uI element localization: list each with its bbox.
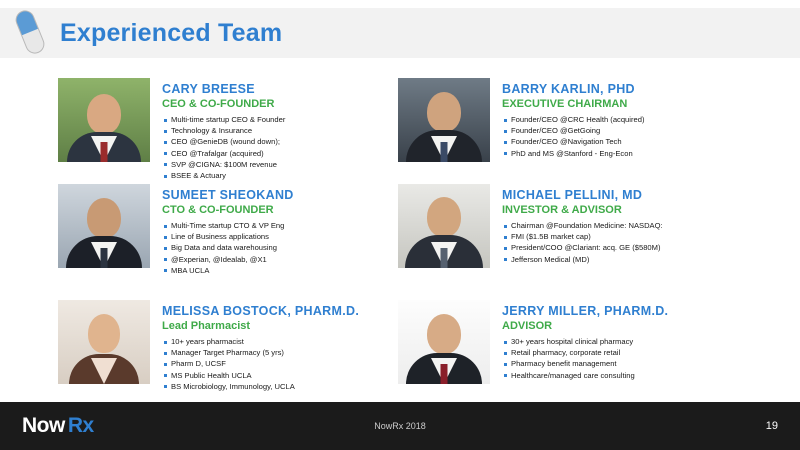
pill-capsule-icon bbox=[10, 4, 50, 60]
list-item: FMI ($1.5B market cap) bbox=[502, 231, 663, 242]
list-item: Jefferson Medical (MD) bbox=[502, 254, 663, 265]
member-name: CARY BREESE bbox=[162, 82, 255, 96]
avatar bbox=[398, 300, 490, 384]
brand-logo-rx: Rx bbox=[67, 414, 94, 437]
member-info bbox=[162, 300, 359, 392]
team-member-card bbox=[398, 300, 758, 384]
list-item: MBA UCLA bbox=[162, 265, 294, 276]
member-bullets bbox=[162, 114, 285, 181]
list-item: Big Data and data warehousing bbox=[162, 242, 294, 253]
list-item: Multi-Time startup CTO & VP Eng bbox=[162, 220, 294, 231]
list-item: Technology & Insurance bbox=[162, 125, 285, 136]
list-item: 30+ years hospital clinical pharmacy bbox=[502, 336, 668, 347]
list-item: Pharmacy benefit management bbox=[502, 358, 668, 369]
list-item: Manager Target Pharmacy (5 yrs) bbox=[162, 347, 359, 358]
avatar bbox=[58, 184, 150, 268]
list-item: Chairman @Foundation Medicine: NASDAQ: bbox=[502, 220, 663, 231]
member-bullets bbox=[502, 114, 644, 159]
member-name: MELISSA BOSTOCK, PHARM.D. bbox=[162, 304, 360, 318]
member-info bbox=[502, 184, 663, 268]
slide-footer bbox=[0, 402, 800, 450]
page-number: 19 bbox=[765, 420, 778, 432]
member-info bbox=[162, 184, 294, 276]
member-name: BARRY KARLIN, PHD bbox=[502, 82, 635, 96]
list-item: Healthcare/managed care consulting bbox=[502, 370, 668, 381]
list-item: President/COO @Clariant: acq. GE ($580M) bbox=[502, 242, 663, 253]
team-member-card bbox=[58, 300, 418, 392]
list-item: PhD and MS @Stanford - Eng-Econ bbox=[502, 148, 644, 159]
member-info bbox=[502, 300, 668, 384]
member-bullets bbox=[162, 336, 359, 392]
member-bullets bbox=[502, 220, 663, 265]
avatar bbox=[58, 300, 150, 384]
member-name: SUMEET SHEOKAND bbox=[162, 188, 294, 202]
list-item: Founder/CEO @GetGoing bbox=[502, 125, 644, 136]
list-item: BSEE & Actuary bbox=[162, 170, 285, 181]
member-bullets bbox=[502, 336, 668, 381]
avatar bbox=[398, 78, 490, 162]
avatar bbox=[58, 78, 150, 162]
list-item: CEO @GenieDB (wound down); bbox=[162, 136, 285, 147]
member-role: ADVISOR bbox=[502, 320, 553, 332]
list-item: 10+ years pharmacist bbox=[162, 336, 359, 347]
team-member-card bbox=[58, 184, 418, 276]
list-item: SVP @CIGNA: $100M revenue bbox=[162, 159, 285, 170]
list-item: Founder/CEO @Navigation Tech bbox=[502, 136, 644, 147]
list-item: Retail pharmacy, corporate retail bbox=[502, 347, 668, 358]
list-item: Multi-time startup CEO & Founder bbox=[162, 114, 285, 125]
member-role: CTO & CO-FOUNDER bbox=[162, 204, 274, 216]
list-item: Line of Business applications bbox=[162, 231, 294, 242]
list-item: Pharm D, UCSF bbox=[162, 358, 359, 369]
footer-caption: NowRx 2018 bbox=[374, 421, 426, 431]
list-item: BS Microbiology, Immunology, UCLA bbox=[162, 381, 359, 392]
list-item: Founder/CEO @CRC Health (acquired) bbox=[502, 114, 644, 125]
avatar bbox=[398, 184, 490, 268]
brand-logo-now: Now bbox=[22, 414, 65, 437]
list-item: CEO @Trafalgar (acquired) bbox=[162, 148, 285, 159]
page-title: Experienced Team bbox=[60, 18, 283, 47]
member-role: EXECUTIVE CHAIRMAN bbox=[502, 98, 628, 110]
list-item: @Experian, @Idealab, @X1 bbox=[162, 254, 294, 265]
member-info bbox=[162, 78, 285, 181]
slide-header bbox=[0, 8, 800, 58]
list-item: MS Public Health UCLA bbox=[162, 370, 359, 381]
member-name: MICHAEL PELLINI, MD bbox=[502, 188, 643, 202]
member-bullets bbox=[162, 220, 294, 276]
team-member-card bbox=[398, 184, 758, 268]
member-name: JERRY MILLER, PHARM.D. bbox=[502, 304, 669, 318]
member-role: Lead Pharmacist bbox=[162, 320, 251, 332]
team-member-card bbox=[398, 78, 758, 162]
team-grid bbox=[0, 70, 800, 390]
team-member-card bbox=[58, 78, 418, 181]
member-role: INVESTOR & ADVISOR bbox=[502, 204, 622, 216]
member-role: CEO & CO-FOUNDER bbox=[162, 98, 275, 110]
member-info bbox=[502, 78, 644, 162]
